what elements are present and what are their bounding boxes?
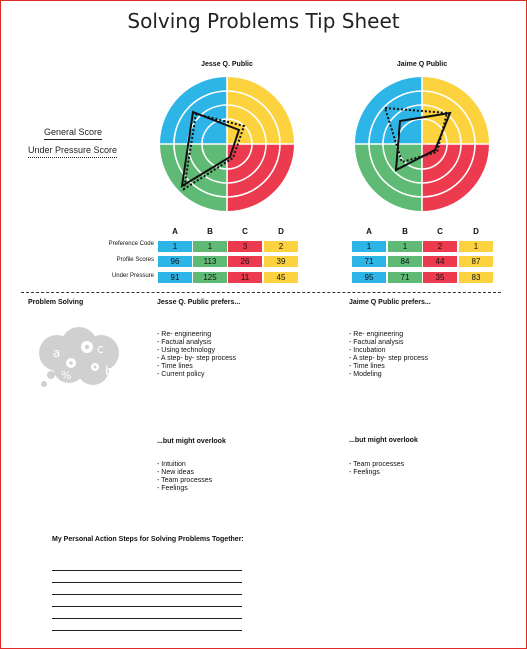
- p2-preference-b: 1: [388, 241, 422, 252]
- list-item: - A step- by- step process: [349, 355, 428, 362]
- cloud-glyph-a: a: [53, 346, 61, 360]
- p1-overlook-title: ...but might overlook: [157, 438, 226, 445]
- list-item: - Factual analysis: [349, 339, 404, 346]
- list-item: - Time lines: [349, 363, 385, 370]
- row-label-pressure: Under Pressure: [111, 273, 154, 279]
- p1-pressure-a: 91: [158, 272, 192, 283]
- list-item: - New ideas: [157, 469, 194, 476]
- legend-pressure-label: Under Pressure Score: [28, 145, 118, 155]
- section-label-problem-solving: Problem Solving: [28, 299, 84, 306]
- p2-col-b: B: [402, 227, 408, 236]
- p2-overlook-list: [349, 461, 404, 477]
- p1-prefers-list: [157, 331, 236, 379]
- p1-preference-b: 1: [193, 241, 227, 252]
- action-step-line-2[interactable]: [52, 582, 242, 583]
- list-item: - Factual analysis: [157, 339, 212, 346]
- cloud-glyph-percent: %: [61, 369, 72, 382]
- p1-col-b: B: [207, 227, 213, 236]
- action-step-line-3[interactable]: [52, 594, 242, 595]
- row-label-profile: Profile Scores: [116, 257, 154, 263]
- p2-profile-b: 84: [388, 256, 422, 267]
- p1-profile-b: 113: [193, 256, 227, 267]
- p2-profile-a: 71: [352, 256, 386, 267]
- p2-col-c: C: [437, 227, 443, 236]
- list-item: - Team processes: [349, 461, 405, 468]
- p1-preference-c: 3: [228, 241, 262, 252]
- cloud-glyph-c: c: [97, 342, 104, 356]
- list-item: - Re- engineering: [349, 331, 404, 338]
- list-item: - Modeling: [349, 371, 382, 378]
- p1-overlook-list: [157, 461, 212, 493]
- legend-under-pressure-score: [28, 145, 117, 155]
- list-item: - Intuition: [157, 461, 186, 468]
- p2-profile-d: 87: [459, 256, 493, 267]
- quadrant-b: [160, 144, 227, 211]
- legend-solid-line: [44, 139, 102, 140]
- list-item: - Current policy: [157, 371, 205, 378]
- list-item: - A step- by- step process: [157, 355, 236, 362]
- action-steps-title: My Personal Action Steps for Solving Problems Together:: [52, 536, 244, 543]
- quadrant-b: [355, 144, 422, 211]
- thinking-cloud-gears-icon: [31, 323, 129, 393]
- list-item: - Team processes: [157, 477, 213, 484]
- person-2-name: Jaime Q Public: [396, 61, 448, 68]
- legend-dotted-line: [28, 157, 117, 158]
- person-1-name: Jesse Q. Public: [201, 61, 253, 68]
- quadrant-c: [227, 144, 294, 211]
- legend-general-label: General Score: [44, 127, 103, 137]
- person-2-circle-chart: [352, 74, 492, 214]
- p2-profile-c: 44: [423, 256, 457, 267]
- legend-general-score: [44, 127, 102, 137]
- p2-preference-a: 1: [352, 241, 386, 252]
- person-1-circle-chart: [157, 74, 297, 214]
- action-step-line-6[interactable]: [52, 630, 242, 631]
- p2-col-a: A: [366, 227, 372, 236]
- quadrant-c: [422, 144, 489, 211]
- list-item: - Incubation: [349, 347, 386, 354]
- page-title: Solving Problems Tip Sheet: [127, 9, 400, 33]
- p2-col-d: D: [473, 227, 479, 236]
- p2-prefers-list: [349, 331, 428, 379]
- p1-pressure-b: 125: [193, 272, 227, 283]
- quadrant-a: [355, 77, 422, 144]
- p2-prefers-title: Jaime Q Public prefers...: [349, 299, 431, 306]
- p1-pressure-d: 45: [264, 272, 298, 283]
- p2-overlook-title: ...but might overlook: [349, 437, 418, 444]
- row-label-preference: Preference Code: [108, 241, 154, 247]
- action-step-line-4[interactable]: [52, 606, 242, 607]
- p1-col-c: C: [242, 227, 248, 236]
- list-item: - Using technology: [157, 347, 215, 354]
- p1-preference-d: 2: [264, 241, 298, 252]
- list-item: - Feelings: [349, 469, 380, 476]
- p2-preference-c: 2: [423, 241, 457, 252]
- p1-prefers-title: Jesse Q. Public prefers...: [157, 299, 241, 306]
- p2-pressure-b: 71: [388, 272, 422, 283]
- action-step-line-1[interactable]: [52, 570, 242, 571]
- section-divider: [21, 292, 501, 293]
- quadrant-d: [422, 77, 489, 144]
- list-item: - Time lines: [157, 363, 193, 370]
- p2-pressure-a: 95: [352, 272, 386, 283]
- p2-pressure-d: 83: [459, 272, 493, 283]
- action-step-line-5[interactable]: [52, 618, 242, 619]
- p1-profile-a: 96: [158, 256, 192, 267]
- p2-pressure-c: 35: [423, 272, 457, 283]
- list-item: - Feelings: [157, 485, 188, 492]
- p1-col-a: A: [172, 227, 178, 236]
- p1-pressure-c: 11: [228, 272, 262, 283]
- cloud-glyph-b: b: [105, 364, 113, 378]
- p1-profile-d: 39: [264, 256, 298, 267]
- p2-preference-d: 1: [459, 241, 493, 252]
- p1-preference-a: 1: [158, 241, 192, 252]
- p1-profile-c: 26: [228, 256, 262, 267]
- p1-col-d: D: [278, 227, 284, 236]
- list-item: - Re- engineering: [157, 331, 212, 338]
